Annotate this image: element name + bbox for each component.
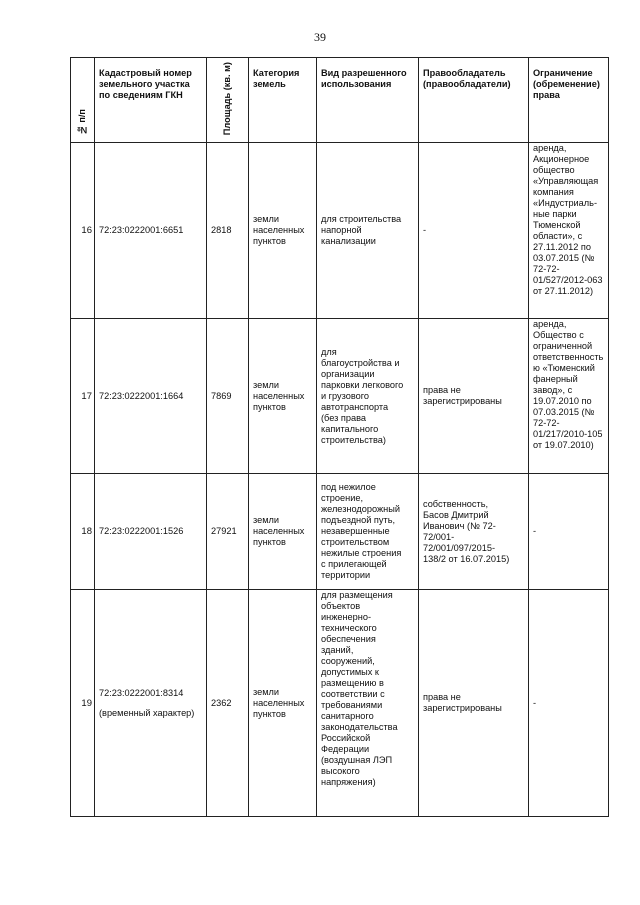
permitted-use-line: инженерно- xyxy=(321,612,371,623)
permitted-use-line: с прилегающей xyxy=(321,559,387,570)
category-line: земли xyxy=(253,686,280,697)
permitted-use-line: для xyxy=(321,346,337,357)
owner-cell xyxy=(419,143,529,319)
category-cell xyxy=(249,143,317,319)
permitted-use-cell xyxy=(317,590,419,817)
permitted-use-line: подъездной путь, xyxy=(321,515,396,526)
restriction-line: 07.03.2015 (№ xyxy=(533,407,595,418)
permitted-use-line: Федерации xyxy=(321,744,370,755)
restriction-line: области», с xyxy=(533,231,583,242)
area-cell: 7869 xyxy=(207,319,249,474)
cadastral-number: 72:23:0222001:1664 xyxy=(99,390,184,401)
header-cadastral: Кадастровый номер земельного участка по сведениям ГКН xyxy=(95,58,207,143)
permitted-use-line: благоустройства и xyxy=(321,357,400,368)
category-line: земли xyxy=(253,515,280,526)
table-row xyxy=(71,474,609,590)
owner-cell xyxy=(419,474,529,590)
row-number-cell: 16 xyxy=(71,143,95,319)
category-cell xyxy=(249,474,317,590)
owner-line: права не xyxy=(423,385,461,396)
permitted-use-line: требованиями xyxy=(321,700,383,711)
permitted-use-line: для размещения xyxy=(321,590,393,601)
category-line: населенных xyxy=(253,697,305,708)
restriction-line: аренда, xyxy=(533,143,567,154)
cadastral-number: 72:23:0222001:6651 xyxy=(99,225,184,236)
restriction-line: 01/527/2012-063 xyxy=(533,275,603,286)
restriction-line: ю «Тюменский xyxy=(533,363,595,374)
permitted-use-cell xyxy=(317,474,419,590)
permitted-use-line: размещению в xyxy=(321,678,384,689)
cadastral-number-cell xyxy=(95,590,207,817)
area-cell: 2362 xyxy=(207,590,249,817)
permitted-use-line: высокого xyxy=(321,766,360,777)
land-plots-table xyxy=(70,57,609,817)
permitted-use-cell xyxy=(317,319,419,474)
restriction-line: ограниченной xyxy=(533,341,593,352)
restriction-cell xyxy=(529,319,609,474)
owner-line: 72/001- xyxy=(423,531,455,542)
permitted-use-line: напорной xyxy=(321,225,362,236)
permitted-use-line: организации xyxy=(321,368,375,379)
table-row xyxy=(71,143,609,319)
table-header-row xyxy=(71,58,609,143)
header-restriction: Ограничение (обременение) права xyxy=(529,58,609,143)
permitted-use-line: канализации xyxy=(321,236,376,247)
owner-cell xyxy=(419,319,529,474)
restriction-line: 72-72- xyxy=(533,418,560,429)
restriction-line: от 27.11.2012) xyxy=(533,286,594,297)
header-owner: Правообладатель (правообладатели) xyxy=(419,58,529,143)
permitted-use-line: объектов xyxy=(321,601,361,612)
table-row xyxy=(71,319,609,474)
permitted-use-line: соответствии с xyxy=(321,689,385,700)
category-line: населенных xyxy=(253,526,305,537)
permitted-use-line: законодательства xyxy=(321,722,398,733)
row-number-cell: 17 xyxy=(71,319,95,474)
restriction-cell xyxy=(529,474,609,590)
page-number: 39 xyxy=(314,30,326,44)
owner-cell xyxy=(419,590,529,817)
restriction-cell xyxy=(529,143,609,319)
category-cell xyxy=(249,319,317,474)
permitted-use-cell xyxy=(317,143,419,319)
category-line: земли xyxy=(253,379,280,390)
owner-line: зарегистрированы xyxy=(423,396,502,407)
permitted-use-line: территории xyxy=(321,570,371,581)
cadastral-number: 72:23:0222001:1526 xyxy=(99,526,184,537)
owner-line: зарегистрированы xyxy=(423,703,502,714)
restriction-line: - xyxy=(533,526,537,537)
restriction-line: «Управляющая xyxy=(533,176,599,187)
permitted-use-line: незавершенные xyxy=(321,526,390,537)
cadastral-number-cell xyxy=(95,474,207,590)
cadastral-number-cell xyxy=(95,143,207,319)
owner-line: Иванович (№ 72- xyxy=(423,520,496,531)
permitted-use-line: строение, xyxy=(321,493,363,504)
category-line: пунктов xyxy=(253,708,286,719)
permitted-use-line: и грузового xyxy=(321,390,370,401)
permitted-use-line: нежилые строения xyxy=(321,548,402,559)
owner-line: 138/2 от 16.07.2015) xyxy=(423,553,510,564)
category-line: земли xyxy=(253,214,280,225)
restriction-line: Акционерное xyxy=(533,154,590,165)
permitted-use-line: автотранспорта xyxy=(321,401,389,412)
restriction-line: фанерный xyxy=(533,374,578,385)
owner-line: права не xyxy=(423,692,461,703)
permitted-use-line: санитарного xyxy=(321,711,374,722)
permitted-use-line: строительства) xyxy=(321,434,386,445)
permitted-use-line: железнодорожный xyxy=(321,504,400,515)
permitted-use-line: Российской xyxy=(321,733,371,744)
restriction-line: Тюменской xyxy=(533,220,581,231)
area-cell: 27921 xyxy=(207,474,249,590)
permitted-use-line: под нежилое xyxy=(321,482,376,493)
restriction-line: 03.07.2015 (№ xyxy=(533,253,595,264)
permitted-use-line: напряжения) xyxy=(321,777,376,788)
cadastral-number: 72:23:0222001:8314 xyxy=(99,687,184,698)
cadastral-number-cell xyxy=(95,319,207,474)
cadastral-note: (временный характер) xyxy=(99,707,195,718)
permitted-use-line: зданий, xyxy=(321,645,354,656)
restriction-line: аренда, xyxy=(533,319,567,330)
restriction-line: 72-72- xyxy=(533,264,560,275)
restriction-line: - xyxy=(533,697,537,708)
permitted-use-line: сооружений, xyxy=(321,656,375,667)
owner-line: собственность, xyxy=(423,498,489,509)
permitted-use-line: технического xyxy=(321,623,377,634)
header-num: № п/п xyxy=(71,58,95,143)
permitted-use-line: обеспечения xyxy=(321,634,376,645)
owner-line: - xyxy=(423,225,427,236)
permitted-use-line: строительством xyxy=(321,537,390,548)
restriction-cell xyxy=(529,590,609,817)
restriction-line: Общество с xyxy=(533,330,584,341)
category-line: населенных xyxy=(253,225,305,236)
row-number-cell: 18 xyxy=(71,474,95,590)
permitted-use-line: капитального xyxy=(321,423,379,434)
restriction-line: компания xyxy=(533,187,574,198)
category-line: населенных xyxy=(253,390,305,401)
category-line: пунктов xyxy=(253,236,286,247)
owner-line: Басов Дмитрий xyxy=(423,509,489,520)
permitted-use-line: парковки легкового xyxy=(321,379,404,390)
restriction-line: 27.11.2012 по xyxy=(533,242,591,253)
permitted-use-line: для строительства xyxy=(321,214,402,225)
header-use: Вид разрешенного использования xyxy=(317,58,419,143)
owner-line: 72/001/097/2015- xyxy=(423,542,496,553)
restriction-line: от 19.07.2010) xyxy=(533,440,594,451)
restriction-line: завод», с xyxy=(533,385,573,396)
permitted-use-line: допустимых к xyxy=(321,667,379,678)
restriction-line: «Индустриаль- xyxy=(533,198,597,209)
category-line: пунктов xyxy=(253,537,286,548)
area-cell: 2818 xyxy=(207,143,249,319)
category-cell xyxy=(249,590,317,817)
restriction-line: ответственность xyxy=(533,352,604,363)
restriction-line: ные парки xyxy=(533,209,577,220)
header-area: Площадь (кв. м) xyxy=(207,58,249,143)
table-row xyxy=(71,590,609,817)
header-category: Категория земель xyxy=(249,58,317,143)
permitted-use-line: (воздушная ЛЭП xyxy=(321,755,393,766)
row-number-cell: 19 xyxy=(71,590,95,817)
restriction-line: 01/217/2010-105 xyxy=(533,429,603,440)
restriction-line: общество xyxy=(533,165,575,176)
category-line: пунктов xyxy=(253,401,286,412)
permitted-use-line: (без права xyxy=(321,412,366,423)
restriction-line: 19.07.2010 по xyxy=(533,396,592,407)
